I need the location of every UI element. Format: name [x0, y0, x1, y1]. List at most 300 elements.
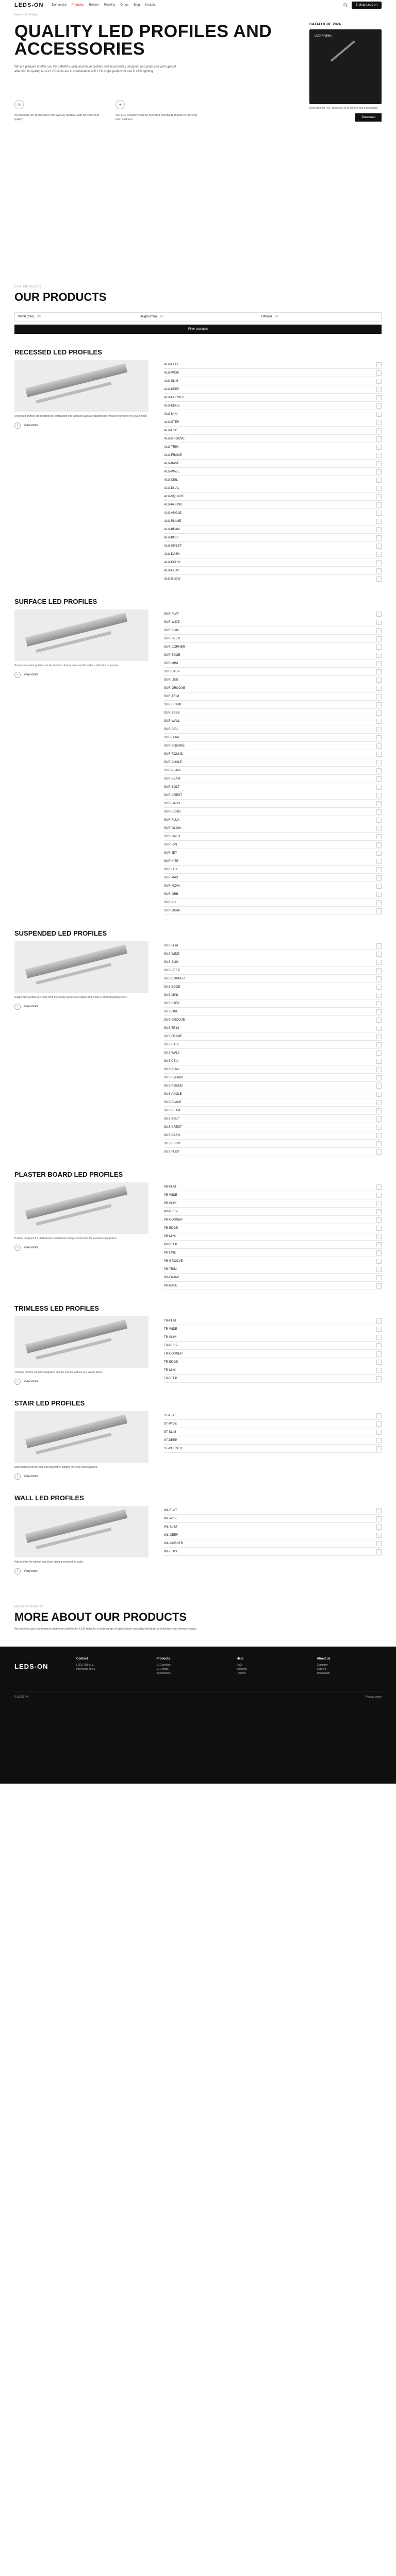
- product-item[interactable]: [164, 816, 382, 824]
- footer-link[interactable]: Accessories: [156, 1672, 171, 1675]
- product-item[interactable]: [164, 1049, 382, 1057]
- footer-link[interactable]: info@leds-on.eu: [76, 1668, 95, 1671]
- product-item[interactable]: [164, 833, 382, 841]
- product-detail-tag: ›: [376, 952, 382, 957]
- product-category: [14, 598, 382, 915]
- product-item[interactable]: [164, 783, 382, 791]
- category-description: Surface-mounted profiles can be attached directly onto any flat surface with clips or screws.: [14, 664, 119, 667]
- product-item[interactable]: [164, 1032, 382, 1041]
- product-detail-tag: ›: [376, 884, 382, 889]
- product-item[interactable]: [164, 361, 382, 369]
- product-item[interactable]: [164, 1115, 382, 1123]
- product-detail-tag: ›: [376, 735, 382, 740]
- product-item[interactable]: [164, 610, 382, 618]
- product-detail-tag: ›: [376, 727, 382, 732]
- product-name: SUR-QUAD: [164, 909, 181, 912]
- product-item[interactable]: [164, 534, 382, 542]
- view-more-link[interactable]: [14, 1379, 148, 1385]
- product-detail-tag: ›: [376, 636, 382, 641]
- product-item[interactable]: [164, 484, 382, 493]
- product-item[interactable]: [164, 890, 382, 899]
- product-name: SUR-NOVA: [164, 884, 180, 888]
- product-item[interactable]: [164, 369, 382, 377]
- product-name: SUS-MINI: [164, 993, 178, 997]
- product-item[interactable]: [164, 558, 382, 567]
- product-item[interactable]: [164, 999, 382, 1008]
- product-item[interactable]: [164, 899, 382, 907]
- product-name: SUS-DUAL: [164, 1067, 180, 1071]
- product-item[interactable]: [164, 1317, 382, 1325]
- product-item[interactable]: [164, 501, 382, 509]
- product-item[interactable]: [164, 734, 382, 742]
- product-item[interactable]: [164, 435, 382, 443]
- category-title: SURFACE LED PROFILES: [14, 598, 97, 605]
- product-item[interactable]: [164, 517, 382, 526]
- filter-button[interactable]: Filter products: [14, 325, 382, 334]
- product-item[interactable]: [164, 460, 382, 468]
- product-item[interactable]: [164, 1148, 382, 1156]
- product-item[interactable]: [164, 1412, 382, 1420]
- product-detail-tag: ›: [376, 793, 382, 798]
- category-image: [14, 609, 148, 661]
- product-name: SUR-FLUX: [164, 818, 180, 822]
- product-item[interactable]: [164, 1539, 382, 1548]
- product-item[interactable]: [164, 1420, 382, 1428]
- feature-block: [116, 100, 203, 122]
- product-name: ST-CORNER: [164, 1447, 183, 1450]
- product-detail-tag: ›: [376, 1075, 382, 1080]
- product-item[interactable]: [164, 958, 382, 967]
- product-item[interactable]: [164, 775, 382, 783]
- product-list: [164, 1399, 382, 1480]
- catalog-card: [309, 23, 382, 244]
- nav-item[interactable]: Blog: [134, 3, 140, 7]
- filter-value: All: [275, 315, 279, 318]
- product-item[interactable]: [164, 394, 382, 402]
- product-item[interactable]: [164, 791, 382, 800]
- product-name: ALU-EDGE: [164, 404, 180, 408]
- category-title: SUSPENDED LED PROFILES: [14, 929, 107, 937]
- product-detail-tag: ›: [376, 1533, 382, 1538]
- arrow-right-icon: ›: [14, 1004, 21, 1010]
- copyright: © LEDS-ON: [14, 1696, 29, 1699]
- category-title: RECESSED LED PROFILES: [14, 348, 102, 356]
- product-item[interactable]: [164, 1057, 382, 1065]
- product-item[interactable]: [164, 1199, 382, 1208]
- product-name: SUS-BASE: [164, 1043, 180, 1046]
- product-name: SUS-GROOVE: [164, 1018, 185, 1022]
- product-detail-tag: ›: [376, 1201, 382, 1206]
- product-item[interactable]: [164, 1531, 382, 1539]
- product-item[interactable]: [164, 476, 382, 484]
- product-item[interactable]: [164, 882, 382, 890]
- product-item[interactable]: [164, 1445, 382, 1453]
- privacy-link[interactable]: Privacy policy: [366, 1696, 382, 1699]
- product-item[interactable]: [164, 742, 382, 750]
- product-name: ALU-WALL: [164, 470, 179, 473]
- product-detail-tag: ›: [376, 362, 382, 367]
- product-name: ALU-GROOVE: [164, 437, 185, 440]
- product-list: [164, 1171, 382, 1290]
- feature-text: All products are produced in our own EU facilities with full control of quality.: [14, 114, 99, 121]
- category-title: WALL LED PROFILES: [14, 1494, 84, 1502]
- product-name: PB-FRAME: [164, 1276, 180, 1279]
- product-detail-tag: ›: [376, 1018, 382, 1023]
- product-item[interactable]: [164, 1008, 382, 1016]
- product-name: SUR-SLIM: [164, 629, 179, 632]
- product-item[interactable]: [164, 983, 382, 991]
- product-name: ALU-SQUARE: [164, 495, 185, 498]
- nav-item[interactable]: Kontakt: [145, 3, 156, 7]
- product-detail-tag: ›: [376, 960, 382, 965]
- footer-link[interactable]: FAQ: [237, 1664, 242, 1667]
- product-detail-tag: ›: [376, 1141, 382, 1146]
- product-item[interactable]: [164, 493, 382, 501]
- footer-link[interactable]: LEDS-ON s.r.o.: [76, 1664, 94, 1667]
- product-detail-tag: ›: [376, 834, 382, 839]
- product-item[interactable]: [164, 758, 382, 767]
- footer-column: [317, 1657, 382, 1675]
- product-name: ALU-DEEP: [164, 387, 180, 391]
- product-detail-tag: ›: [376, 370, 382, 376]
- nav-item[interactable]: Řešení: [89, 3, 99, 7]
- product-detail-tag: ›: [376, 511, 382, 516]
- product-name: SUS-PLANE: [164, 1100, 182, 1104]
- product-detail-tag: ›: [376, 1376, 382, 1381]
- product-detail-tag: ›: [376, 818, 382, 823]
- category-image: [14, 1316, 148, 1368]
- product-item[interactable]: [164, 1523, 382, 1531]
- product-item[interactable]: [164, 824, 382, 833]
- product-name: SUR-ION: [164, 843, 177, 846]
- product-detail-tag: ›: [376, 1092, 382, 1097]
- nav-item[interactable]: Domovská: [52, 3, 67, 7]
- product-item[interactable]: [164, 1325, 382, 1333]
- product-detail-tag: ›: [376, 1149, 382, 1155]
- product-detail-tag: ›: [376, 1042, 382, 1047]
- arrow-right-icon: ›: [14, 672, 21, 678]
- product-item[interactable]: [164, 1074, 382, 1082]
- product-item[interactable]: [164, 849, 382, 857]
- product-detail-tag: ›: [376, 620, 382, 625]
- product-item[interactable]: [164, 1065, 382, 1074]
- product-name: WL-EDGE: [164, 1550, 179, 1553]
- product-item[interactable]: [164, 1515, 382, 1523]
- product-item[interactable]: [164, 1249, 382, 1257]
- eshop-button[interactable]: E-shop Leds-on: [352, 2, 382, 9]
- footer-link[interactable]: LED strips: [156, 1668, 169, 1671]
- product-name: SUS-ANGLE: [164, 1092, 182, 1096]
- height-filter[interactable]: [140, 315, 256, 318]
- product-name: TR-STEP: [164, 1377, 177, 1380]
- product-item[interactable]: [164, 668, 382, 676]
- product-item[interactable]: [164, 1342, 382, 1350]
- product-detail-tag: ›: [376, 1343, 382, 1348]
- nav-item[interactable]: Produkty: [71, 3, 84, 7]
- product-name: ALU-SLIM: [164, 379, 178, 383]
- product-name: SUS-CEIL: [164, 1059, 178, 1063]
- section-tag: OUR PRODUCTS: [14, 285, 42, 289]
- view-more-link[interactable]: [14, 1473, 148, 1480]
- nav-item[interactable]: Projekty: [104, 3, 116, 7]
- product-name: SUR-GROOVE: [164, 686, 186, 690]
- product-item[interactable]: [164, 808, 382, 816]
- footer-column: [237, 1657, 302, 1675]
- product-item[interactable]: [164, 626, 382, 635]
- product-detail-tag: ›: [376, 403, 382, 409]
- view-more-link[interactable]: [14, 1004, 148, 1010]
- product-name: PB-GROOVE: [164, 1259, 183, 1263]
- footer-link[interactable]: Careers: [317, 1668, 326, 1671]
- product-detail-tag: ›: [376, 645, 382, 650]
- product-detail-tag: ›: [376, 1217, 382, 1223]
- product-detail-tag: ›: [376, 801, 382, 806]
- product-item[interactable]: [164, 1366, 382, 1375]
- category-image: [14, 941, 148, 993]
- product-item[interactable]: [164, 509, 382, 517]
- product-item[interactable]: [164, 1024, 382, 1032]
- product-list: [164, 1304, 382, 1385]
- product-detail-tag: ›: [376, 760, 382, 765]
- product-name: PB-SLIM: [164, 1201, 177, 1205]
- product-item[interactable]: [164, 385, 382, 394]
- product-item[interactable]: [164, 1183, 382, 1191]
- category-image: [14, 1411, 148, 1463]
- product-item[interactable]: [164, 635, 382, 643]
- diffuser-filter[interactable]: [261, 315, 378, 318]
- product-item[interactable]: [164, 1131, 382, 1140]
- view-more-link[interactable]: [14, 1568, 148, 1574]
- product-item[interactable]: [164, 1375, 382, 1383]
- product-item[interactable]: [164, 443, 382, 451]
- product-name: SUR-FLAT: [164, 612, 179, 616]
- product-item[interactable]: [164, 701, 382, 709]
- arrow-right-icon: ›: [14, 1379, 21, 1385]
- product-detail-tag: ›: [376, 1516, 382, 1521]
- nav-item[interactable]: O nás: [120, 3, 129, 7]
- product-name: ALU-PLANE: [164, 519, 182, 523]
- product-detail-tag: ›: [376, 785, 382, 790]
- product-item[interactable]: [164, 542, 382, 550]
- product-detail-tag: ›: [376, 875, 382, 880]
- breadcrumb: Home / LED Profiles: [14, 13, 38, 16]
- view-more-label: View more: [24, 1380, 39, 1383]
- footer-link[interactable]: LED profiles: [156, 1664, 171, 1667]
- product-item[interactable]: [164, 1428, 382, 1436]
- filter-label: Height (mm): [140, 315, 157, 318]
- product-name: SUR-PIX: [164, 901, 177, 904]
- product-item[interactable]: [164, 692, 382, 701]
- product-item[interactable]: [164, 451, 382, 460]
- product-name: PB-TRIM: [164, 1267, 177, 1271]
- product-item[interactable]: [164, 750, 382, 758]
- view-more-link[interactable]: [14, 1245, 148, 1251]
- product-name: SUR-CREST: [164, 793, 183, 797]
- product-item[interactable]: [164, 975, 382, 983]
- product-item[interactable]: [164, 967, 382, 975]
- product-item[interactable]: [164, 942, 382, 950]
- product-detail-tag: ›: [376, 535, 382, 540]
- product-item[interactable]: [164, 725, 382, 734]
- product-detail-tag: ›: [376, 752, 382, 757]
- catalog-title: CATALOGUE 2024: [309, 23, 341, 26]
- product-item[interactable]: [164, 526, 382, 534]
- product-detail-tag: ›: [376, 1413, 382, 1418]
- view-more-label: View more: [24, 1246, 39, 1249]
- product-item[interactable]: [164, 800, 382, 808]
- product-item[interactable]: [164, 567, 382, 575]
- product-detail-tag: ›: [376, 1250, 382, 1256]
- product-item[interactable]: [164, 410, 382, 418]
- product-item[interactable]: [164, 907, 382, 915]
- product-item[interactable]: [164, 676, 382, 684]
- product-detail-tag: ›: [376, 1193, 382, 1198]
- footer-link[interactable]: Returns: [237, 1672, 246, 1675]
- product-item[interactable]: [164, 1216, 382, 1224]
- product-item[interactable]: [164, 1140, 382, 1148]
- product-detail-tag: ›: [376, 428, 382, 433]
- product-detail-tag: ›: [376, 1360, 382, 1365]
- product-detail-tag: ›: [376, 420, 382, 425]
- product-item[interactable]: [164, 1041, 382, 1049]
- product-item[interactable]: [164, 857, 382, 866]
- footer-link[interactable]: Shipping: [237, 1668, 247, 1671]
- product-item[interactable]: [164, 841, 382, 849]
- product-detail-tag: ›: [376, 993, 382, 998]
- product-item[interactable]: [164, 468, 382, 476]
- product-item[interactable]: [164, 866, 382, 874]
- product-name: ALU-WIDE: [164, 371, 179, 375]
- factory-icon: ◎: [14, 100, 24, 109]
- view-more-link[interactable]: [14, 422, 148, 429]
- product-detail-tag: ›: [376, 826, 382, 831]
- product-item[interactable]: [164, 1274, 382, 1282]
- product-item[interactable]: [164, 874, 382, 882]
- product-name: SUR-BASE: [164, 711, 180, 715]
- product-name: WL-SLIM: [164, 1525, 177, 1529]
- arrow-right-icon: ›: [14, 1568, 21, 1574]
- product-detail-tag: ›: [376, 436, 382, 442]
- product-item[interactable]: [164, 1208, 382, 1216]
- product-detail-tag: ›: [376, 1275, 382, 1280]
- product-detail-tag: ›: [376, 768, 382, 773]
- product-item[interactable]: [164, 1090, 382, 1098]
- product-item[interactable]: [164, 717, 382, 725]
- product-item[interactable]: [164, 402, 382, 410]
- product-item[interactable]: [164, 575, 382, 583]
- product-name: ALU-DASH: [164, 552, 180, 556]
- product-detail-tag: ›: [376, 743, 382, 749]
- product-item[interactable]: [164, 1241, 382, 1249]
- product-detail-tag: ›: [376, 1083, 382, 1089]
- product-item[interactable]: [164, 659, 382, 668]
- product-item[interactable]: [164, 950, 382, 958]
- product-item[interactable]: [164, 767, 382, 775]
- product-item[interactable]: [164, 1016, 382, 1024]
- product-item[interactable]: [164, 427, 382, 435]
- product-item[interactable]: [164, 1265, 382, 1274]
- product-detail-tag: ›: [376, 527, 382, 532]
- filter-label: Width (mm): [18, 315, 34, 318]
- product-item[interactable]: [164, 1107, 382, 1115]
- product-detail-tag: ›: [376, 859, 382, 864]
- product-name: SUS-BEAM: [164, 1109, 180, 1112]
- product-item[interactable]: [164, 1282, 382, 1290]
- view-more-link[interactable]: [14, 672, 148, 678]
- product-name: ALU-ANGLE: [164, 511, 182, 515]
- site-logo[interactable]: [14, 2, 44, 8]
- product-detail-tag: ›: [376, 1242, 382, 1247]
- product-detail-tag: ›: [376, 552, 382, 557]
- product-category: [14, 1494, 382, 1574]
- product-list: [164, 929, 382, 1156]
- product-item[interactable]: [164, 1123, 382, 1131]
- product-item[interactable]: [164, 1333, 382, 1342]
- product-item[interactable]: [164, 1436, 382, 1445]
- width-filter[interactable]: [18, 315, 135, 318]
- category-image: [14, 1182, 148, 1234]
- footer-logo[interactable]: [14, 1657, 61, 1675]
- product-detail-tag: ›: [376, 1446, 382, 1451]
- product-name: ST-SLIM: [164, 1430, 176, 1434]
- footer-link[interactable]: Company: [317, 1664, 328, 1667]
- footer-link[interactable]: Downloads: [317, 1672, 330, 1675]
- product-item[interactable]: [164, 709, 382, 717]
- product-name: ST-FLAT: [164, 1414, 176, 1417]
- product-category: [14, 348, 382, 583]
- product-item[interactable]: [164, 1506, 382, 1515]
- product-item[interactable]: [164, 651, 382, 659]
- product-item[interactable]: [164, 1082, 382, 1090]
- product-name: SUS-SQUARE: [164, 1076, 185, 1079]
- category-description: Wall profiles for indirect and direct lighting mounted on walls.: [14, 1561, 84, 1564]
- product-item[interactable]: [164, 684, 382, 692]
- product-item[interactable]: [164, 1191, 382, 1199]
- product-detail-tag: ›: [376, 1001, 382, 1006]
- product-item[interactable]: [164, 1257, 382, 1265]
- product-detail-tag: ›: [376, 1100, 382, 1105]
- product-name: PB-MINI: [164, 1234, 176, 1238]
- product-item[interactable]: [164, 1358, 382, 1366]
- product-detail-tag: ›: [376, 1351, 382, 1357]
- category-list: [14, 348, 382, 1574]
- product-item[interactable]: [164, 377, 382, 385]
- product-item[interactable]: [164, 1224, 382, 1232]
- category-title: TRIMLESS LED PROFILES: [14, 1304, 99, 1312]
- product-item[interactable]: [164, 418, 382, 427]
- product-detail-tag: ›: [376, 544, 382, 549]
- footer-heading: Products: [156, 1657, 170, 1660]
- product-item[interactable]: [164, 550, 382, 558]
- product-detail-tag: ›: [376, 851, 382, 856]
- product-detail-tag: ›: [376, 486, 382, 491]
- product-item[interactable]: [164, 618, 382, 626]
- product-item[interactable]: [164, 1232, 382, 1241]
- search-icon[interactable]: [343, 3, 348, 7]
- product-item[interactable]: [164, 643, 382, 651]
- product-name: SUR-ECHO: [164, 810, 181, 814]
- category-title: PLASTER BOARD LED PROFILES: [14, 1171, 123, 1178]
- product-item[interactable]: [164, 991, 382, 999]
- product-item[interactable]: [164, 1548, 382, 1556]
- product-item[interactable]: [164, 1350, 382, 1358]
- product-detail-tag: ›: [376, 577, 382, 582]
- download-button[interactable]: Download: [355, 113, 382, 122]
- product-name: PB-BASE: [164, 1284, 178, 1287]
- product-item[interactable]: [164, 1098, 382, 1107]
- product-detail-tag: ›: [376, 519, 382, 524]
- product-name: SUS-CORNER: [164, 977, 185, 980]
